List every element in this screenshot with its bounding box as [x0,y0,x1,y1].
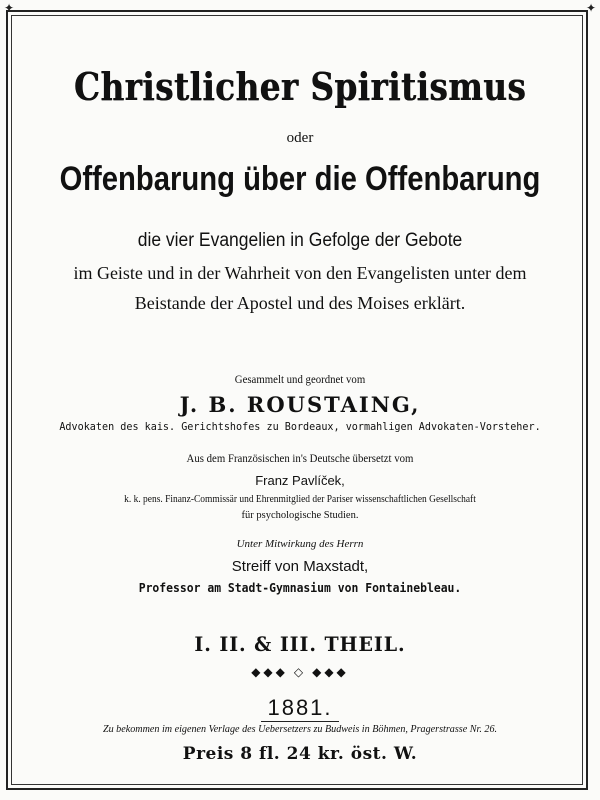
translator-title-2: für psychologische Studien. [241,510,359,521]
book-title: Christlicher Spiritismus [73,64,527,109]
translator-title-1: k. k. pens. Finanz-Commissär und Ehrenmitglied der Pariser wissenschaftlichen Gesellschaft [124,494,476,505]
publisher-info: Zu bekommen im eigenen Verlage des Uebersetzers zu Budweis in Böhmen, Pragerstrasse Nr. 26. [102,723,498,735]
description-line-3: Beistande der Apostel und des Moises erklärt. [134,293,466,313]
assisted-by-label: Unter Mitwirkung des Herrn [236,538,364,550]
collected-by-label: Gesammelt und geordnet vom [234,372,366,386]
assistant-name: Streiff von Maxstadt, [231,558,369,575]
corner-ornament-icon: ✦ [4,1,15,15]
divider-ornament-icon: ◆◆◆ ◇ ◆◆◆ [251,665,349,679]
publication-year: 1881. [261,695,338,722]
price: Preis 8 fl. 24 kr. öst. W. [182,744,418,764]
assistant-title: Professor am Stadt-Gymnasium von Fontainebleau. [138,581,462,595]
book-subtitle: Offenbarung über die Offenbarung [59,160,541,198]
volume-parts: I. II. & III. THEIL. [194,632,406,656]
author-name: J. B. ROUSTAING, [179,392,421,417]
description-line-1: die vier Evangelien in Gefolge der Gebote [137,230,463,251]
corner-ornament-icon: ✦ [585,1,596,15]
translator-name: Franz Pavlíček, [255,473,345,488]
publication-year-wrap [20,695,580,722]
translated-by-label: Aus dem Französischen in's Deutsche übersetzt vom [186,451,414,465]
conjunction: oder [286,130,314,146]
description-line-2: im Geiste und in der Wahrheit von den Evangelisten unter dem [73,263,527,283]
author-title: Advokaten des kais. Gerichtshofes zu Bordeaux, vormahligen Advokaten-Vorsteher. [59,420,541,433]
